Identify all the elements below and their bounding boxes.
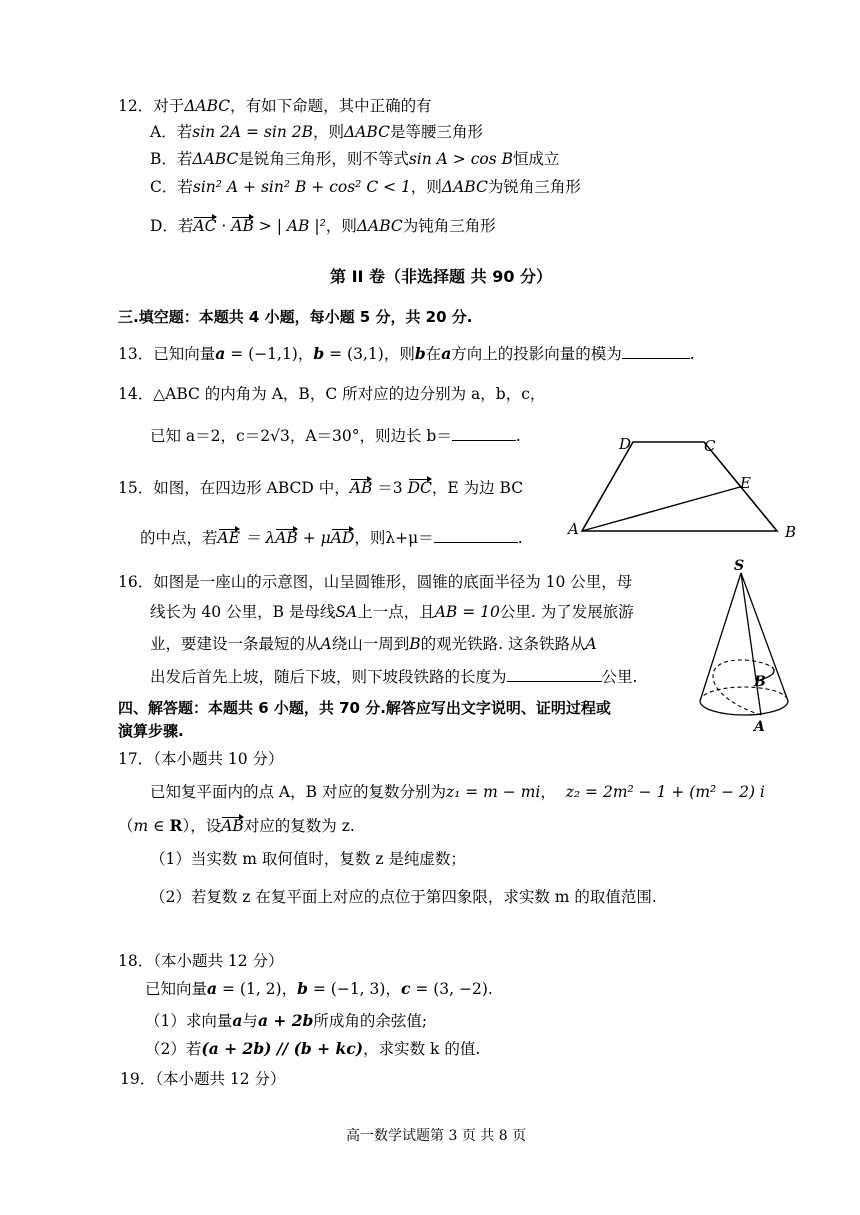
q18-part1: （1）求向量a与a + 2b所成角的余弦值; bbox=[145, 1011, 428, 1030]
q17-line1: 已知复平面内的点 A，B 对应的复数分别为z₁ = m − mi， z₂ = 2m² − 1 + (m² − 2) i bbox=[150, 783, 765, 801]
q12-option-b: B．若ΔABC是锐角三角形，则不等式sin A > cos B恒成立 bbox=[150, 150, 560, 168]
label-e: E bbox=[740, 474, 751, 492]
q14-blank bbox=[452, 440, 516, 441]
q16-line1: 16．如图是一座山的示意图，山呈圆锥形，圆锥的底面半径为 10 公里，母 bbox=[118, 573, 633, 591]
q17-part1: （1）当实数 m 取何值时，复数 z 是纯虚数； bbox=[150, 850, 466, 868]
cone-base-back bbox=[700, 687, 788, 701]
label-d: D bbox=[619, 435, 632, 453]
q12-option-a: A．若sin 2A = sin 2B，则ΔABC是等腰三角形 bbox=[150, 123, 483, 141]
label-a: A bbox=[568, 520, 579, 538]
label-c: C bbox=[704, 437, 716, 455]
q15-blank bbox=[434, 542, 518, 543]
cone-generatrix-sa bbox=[741, 573, 761, 715]
q14-line1: 14．△ABC 的内角为 A，B，C 所对应的边分别为 a，b，c， bbox=[118, 385, 546, 403]
label-s: S bbox=[734, 558, 745, 574]
q16-line2: 线长为 40 公里，B 是母线SA上一点，且AB = 10公里. 为了发展旅游 bbox=[150, 603, 634, 621]
q17-head: 17．（本小题共 10 分） bbox=[118, 750, 284, 768]
section3-heading: 三.填空题：本题共 4 小题，每小题 5 分，共 20 分. bbox=[118, 308, 473, 326]
q19-head: 19．（本小题共 12 分） bbox=[120, 1070, 286, 1088]
q18-line1: 已知向量a = (1, 2)，b = (−1, 3)，c = (3, −2). bbox=[145, 979, 493, 998]
q12-option-c: C．若sin² A + sin² B + cos² C < 1，则ΔABC为锐角三角形 bbox=[150, 178, 581, 196]
label-b: B bbox=[754, 674, 766, 690]
label-a: A bbox=[754, 719, 765, 735]
q17-line2: （m ∈ R），设AB对应的复数为 z. bbox=[118, 816, 355, 835]
q16-cone-figure bbox=[690, 555, 800, 740]
q16-line4: 出发后首先上坡，随后下坡，则下坡段铁路的长度为 公里. bbox=[150, 668, 638, 686]
q12-stem: 12．对于ΔABC，有如下命题，其中正确的有 bbox=[118, 97, 432, 115]
label-b: B bbox=[785, 523, 797, 541]
q16-line3: 业，要建设一条最短的从A绕山一周到B的观光铁路. 这条铁路从A bbox=[150, 635, 597, 653]
q15-trapezoid-figure bbox=[560, 430, 810, 545]
page-footer: 高一数学试题第 3 页 共 8 页 bbox=[346, 1128, 527, 1144]
segment-ae bbox=[582, 487, 740, 531]
q15-line2: 的中点，若AE ＝ λAB + μAD，则λ+μ＝ . bbox=[140, 529, 523, 547]
q18-head: 18．（本小题共 12 分） bbox=[118, 952, 284, 970]
cone-left-edge bbox=[700, 573, 741, 701]
q18-part2: （2）若(a + 2b) // (b + kc)，求实数 k 的值. bbox=[145, 1039, 481, 1058]
q13: 13．已知向量a = (−1,1)，b = (3,1)，则b在a方向上的投影向量的模为 . bbox=[118, 344, 695, 363]
q16-blank bbox=[507, 681, 602, 682]
q15-line1: 15．如图，在四边形 ABCD 中，AB ＝3 DC，E 为边 BC bbox=[118, 479, 524, 497]
section4-heading-line2: 演算步骤. bbox=[118, 722, 184, 740]
cone-base-front bbox=[700, 701, 788, 715]
section4-heading-line1: 四、解答题：本题共 6 小题，共 70 分.解答应写出文字说明、证明过程或 bbox=[118, 699, 611, 717]
q13-blank bbox=[622, 358, 690, 359]
q12-option-d: D．若AC · AB > | AB |²，则ΔABC为钝角三角形 bbox=[150, 217, 496, 235]
part2-title: 第 II 卷（非选择题 共 90 分） bbox=[330, 267, 553, 286]
q17-part2: （2）若复数 z 在复平面上对应的点位于第四象限，求实数 m 的取值范围. bbox=[150, 888, 657, 906]
q14-line2: 已知 a＝2，c＝2√3，A＝30°，则边长 b＝ . bbox=[150, 427, 521, 445]
